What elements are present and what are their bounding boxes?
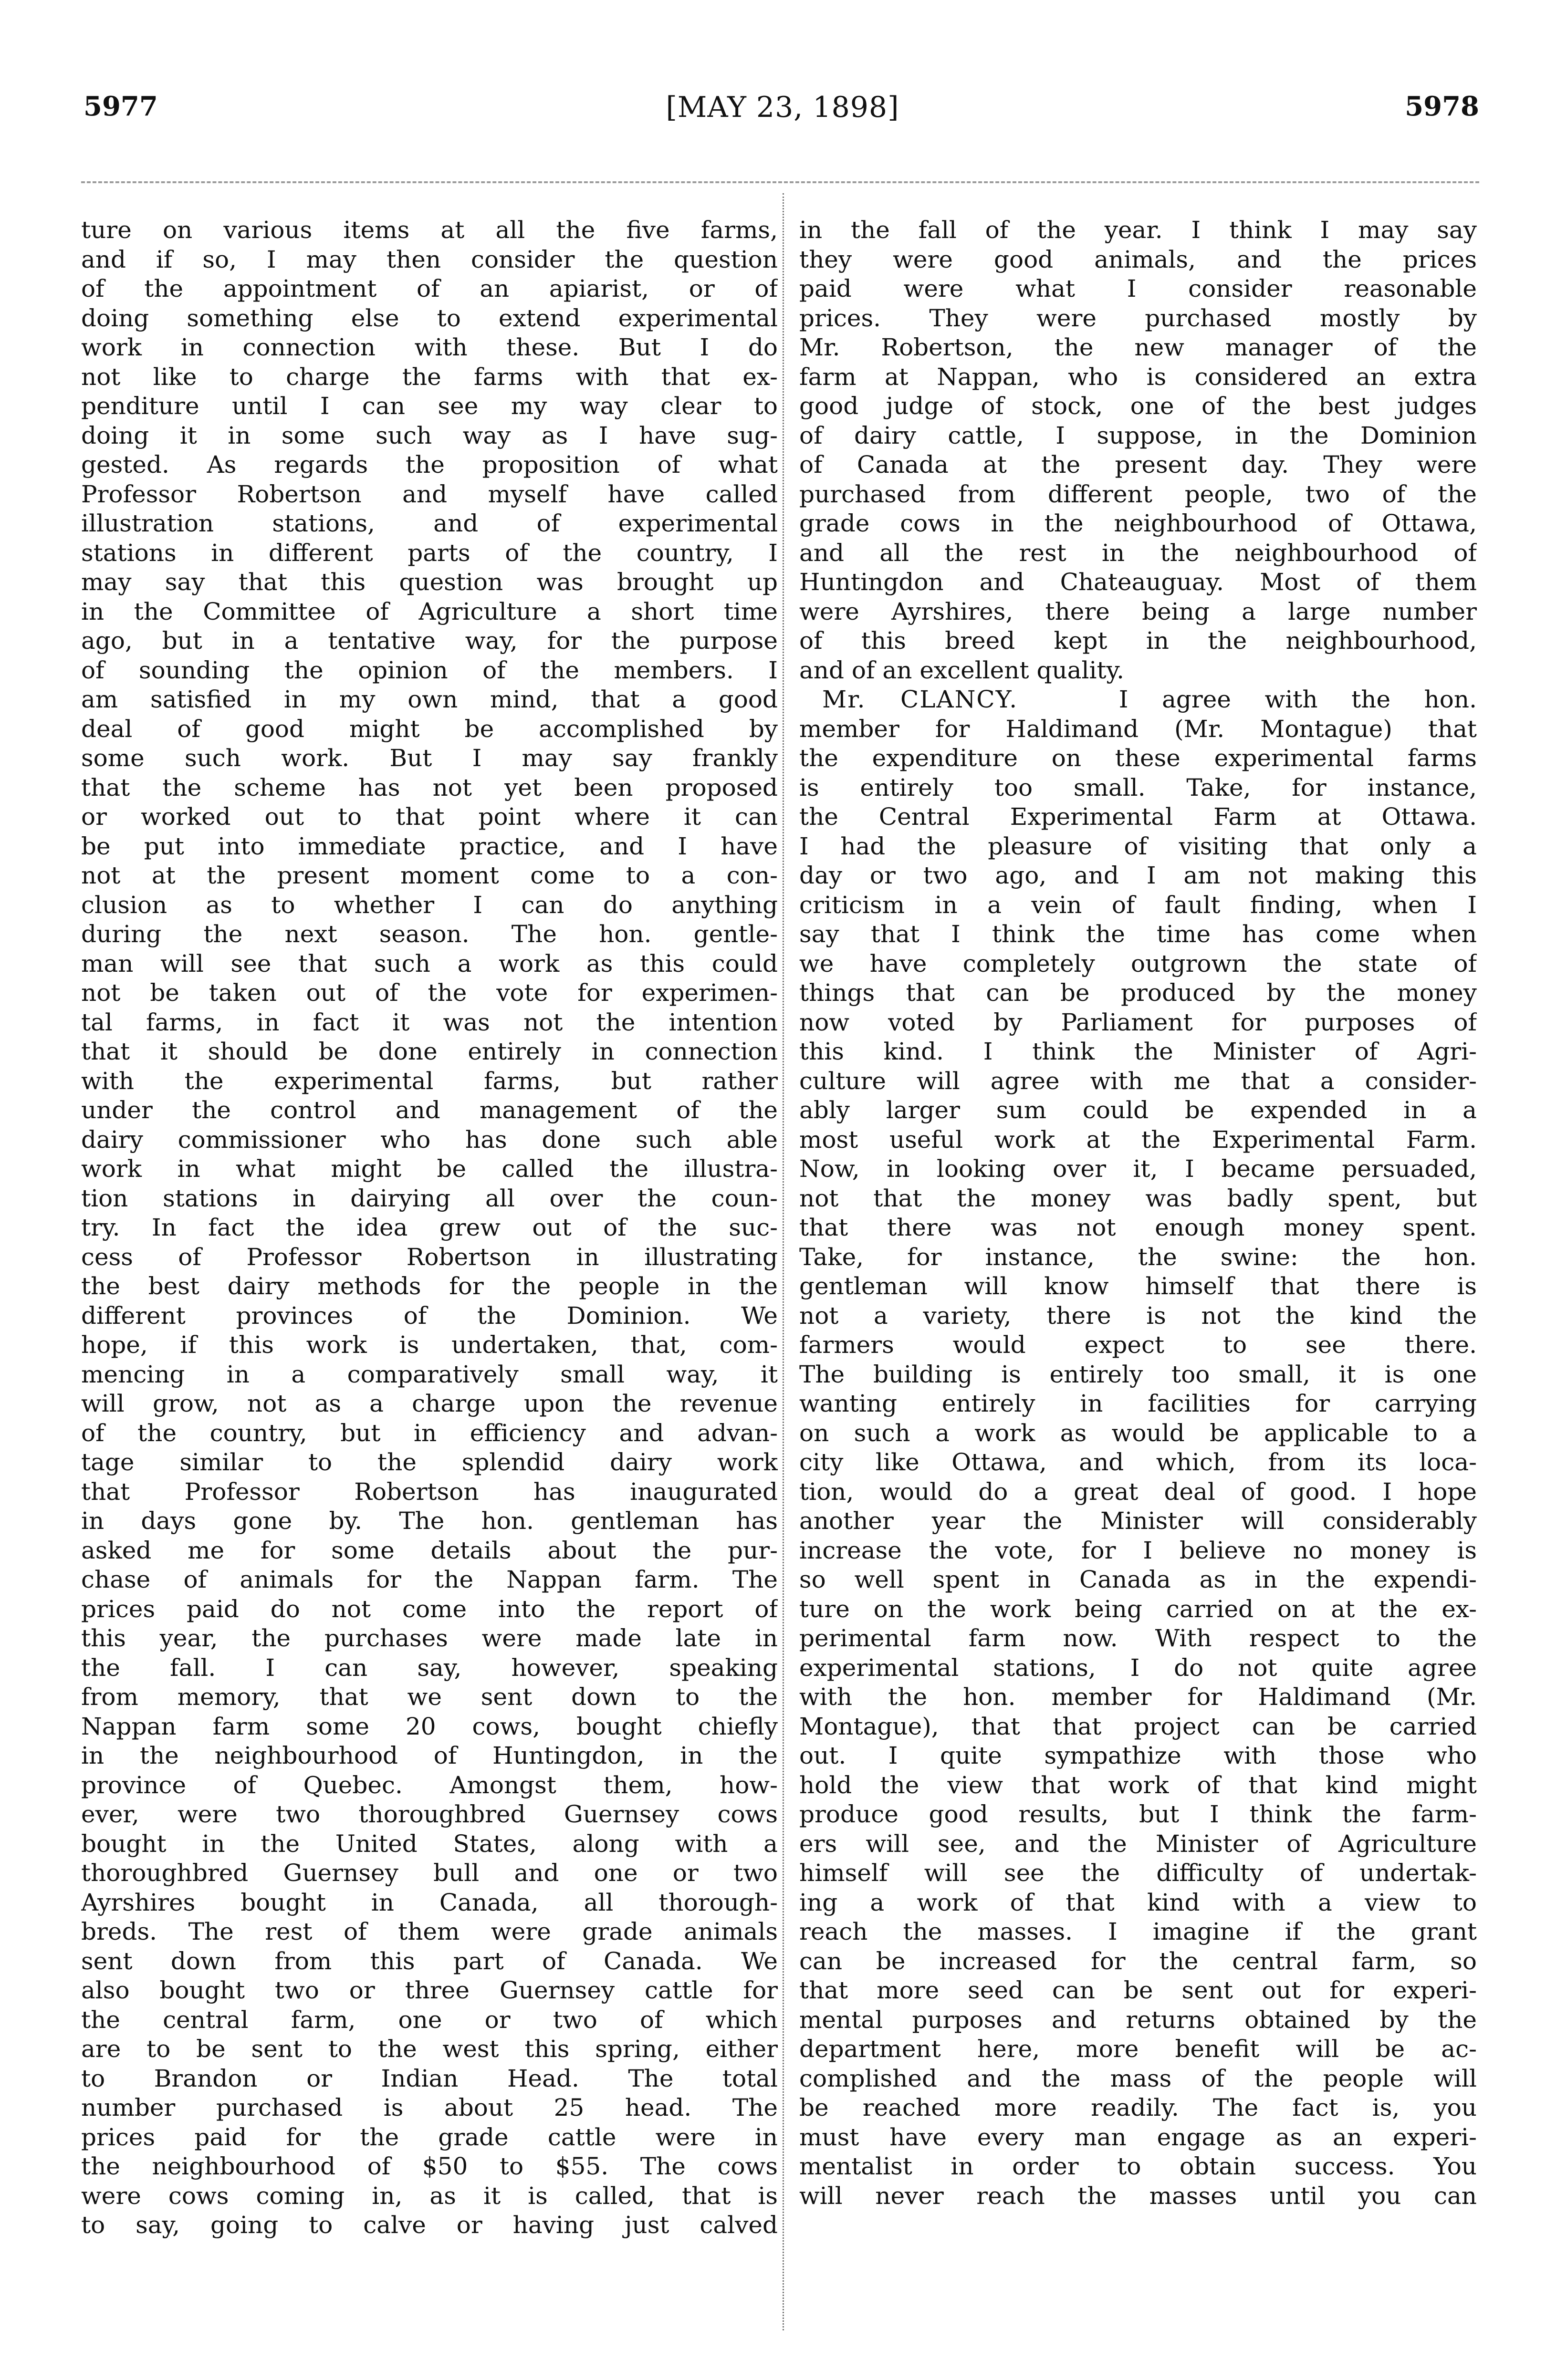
text-line: different provinces of the Dominion. We [81, 1301, 778, 1330]
text-line: can be increased for the central farm, so [799, 1947, 1477, 1975]
text-line: wanting entirely in facilities for carrying [799, 1390, 1477, 1417]
text-line: good judge of stock, one of the best judges [799, 392, 1477, 420]
header-rule [81, 181, 1479, 183]
text-line: say that I think the time has come when [799, 920, 1477, 948]
text-line: so well spent in Canada as in the expendi- [799, 1566, 1477, 1593]
text-line: mencing in a comparatively small way, it [81, 1360, 778, 1388]
text-line: penditure until I can see my way clear to [81, 392, 778, 420]
text-line: ture on the work being carried on at the ex- [799, 1595, 1477, 1623]
text-line: Montague), that that project can be carried [799, 1712, 1477, 1740]
text-line: the neighbourhood of $50 to $55. The cows [81, 2152, 778, 2180]
text-line: doing it in some such way as I have sug- [81, 421, 778, 449]
text-line: criticism in a vein of fault finding, when I [799, 891, 1477, 919]
text-line: gested. As regards the proposition of what [81, 451, 778, 478]
text-line: that it should be done entirely in connection [81, 1038, 778, 1065]
text-line: not that the money was badly spent, but [799, 1184, 1477, 1212]
text-line: the expenditure on these experimental farms [799, 744, 1477, 772]
text-line: am satisfied in my own mind, that a good [81, 686, 778, 713]
text-line: chase of animals for the Nappan farm. The [81, 1566, 778, 1593]
text-line: not like to charge the farms with that ex- [81, 363, 778, 391]
text-line: under the control and management of the [81, 1096, 778, 1124]
text-line: ago, but in a tentative way, for the purpose [81, 627, 778, 655]
text-line: tal farms, in fact it was not the intention [81, 1008, 778, 1036]
text-line: the central farm, one or two of which [81, 2006, 778, 2034]
text-line: himself will see the difficulty of undertak- [799, 1859, 1477, 1887]
text-line: is entirely too small. Take, for instance, [799, 773, 1477, 801]
text-line: the best dairy methods for the people in the [81, 1272, 778, 1300]
text-line: not be taken out of the vote for experimen- [81, 979, 778, 1007]
text-line: province of Quebec. Amongst them, how- [81, 1771, 778, 1799]
text-line: not at the present moment come to a con- [81, 862, 778, 889]
left-column [81, 216, 778, 2240]
text-line: to Brandon or Indian Head. The total [81, 2064, 778, 2092]
text-line: I had the pleasure of visiting that only a [799, 832, 1477, 860]
text-line: produce good results, but I think the farm- [799, 1800, 1477, 1828]
text-line: of this breed kept in the neighbourhood, [799, 627, 1477, 655]
speaker-line [799, 685, 1477, 715]
text-line: clusion as to whether I can do anything [81, 891, 778, 919]
column-separator [783, 193, 784, 2330]
text-line: things that can be produced by the money [799, 979, 1477, 1007]
text-line: Now, in looking over it, I became persuaded, [799, 1155, 1477, 1183]
text-line: dairy commissioner who has done such able [81, 1125, 778, 1154]
text-line: in the neighbourhood of Huntingdon, in the [81, 1742, 778, 1769]
text-line: breds. The rest of them were grade animals [81, 1918, 778, 1945]
text-line: Professor Robertson and myself have called [81, 480, 778, 508]
text-line: work in what might be called the illustra- [81, 1155, 778, 1183]
text-line: number purchased is about 25 head. The [81, 2094, 778, 2121]
text-line: increase the vote, for I believe no money is [799, 1536, 1477, 1564]
text-line: this year, the purchases were made late in [81, 1624, 778, 1652]
text-line: and all the rest in the neighbourhood of [799, 539, 1477, 567]
text-line: bought in the United States, along with a [81, 1829, 778, 1858]
text-line: were cows coming in, as it is called, that is [81, 2182, 778, 2210]
page-date: [MAY 23, 1898] [666, 91, 899, 124]
text-line: with the experimental farms, but rather [81, 1067, 778, 1095]
text-line: some such work. But I may say frankly [81, 744, 778, 772]
text-line: try. In fact the idea grew out of the suc- [81, 1214, 778, 1241]
text-line: cess of Professor Robertson in illustrating [81, 1243, 778, 1271]
text-line: will grow, not as a charge upon the revenue [81, 1390, 778, 1417]
text-line: department here, more benefit will be ac- [799, 2035, 1477, 2063]
text-line: of sounding the opinion of the members. I [81, 656, 778, 684]
text-line: the fall. I can say, however, speaking [81, 1653, 778, 1682]
text-line: paid were what I consider reasonable [799, 275, 1477, 302]
text-line: now voted by Parliament for purposes of [799, 1008, 1477, 1036]
text-line: Ayrshires bought in Canada, all thorough- [81, 1888, 778, 1916]
text-line: Mr. Robertson, the new manager of the [799, 333, 1477, 361]
text-line: that there was not enough money spent. [799, 1214, 1477, 1241]
text-line: out. I quite sympathize with those who [799, 1742, 1477, 1769]
text-line: work in connection with these. But I do [81, 333, 778, 361]
text-line: mentalist in order to obtain success. You [799, 2152, 1477, 2180]
text-line: that more seed can be sent out for experi- [799, 1976, 1477, 2004]
text-line: mental purposes and returns obtained by the [799, 2006, 1477, 2034]
text-line: that the scheme has not yet been proposed [81, 773, 778, 801]
text-line: during the next season. The hon. gentle- [81, 920, 778, 948]
text-line: experimental stations, I do not quite agree [799, 1653, 1477, 1682]
text-line: not a variety, there is not the kind the [799, 1301, 1477, 1330]
text-line: in the Committee of Agriculture a short time [81, 597, 778, 625]
speaker-name: Mr. CLANCY. [822, 686, 1018, 713]
text-line: gentleman will know himself that there is [799, 1272, 1477, 1300]
text-line: Take, for instance, the swine: the hon. [799, 1243, 1477, 1271]
right-column-paragraph-1 [799, 216, 1477, 685]
text-line: grade cows in the neighbourhood of Ottawa, [799, 509, 1477, 537]
text-line: The building is entirely too small, it is one [799, 1360, 1477, 1388]
text-line: and of an excellent quality. [799, 656, 1125, 684]
text-line: city like Ottawa, and which, from its loca- [799, 1448, 1477, 1476]
page-number-left: 5977 [84, 91, 158, 122]
text-line: prices. They were purchased mostly by [799, 304, 1477, 332]
text-line: be reached more readily. The fact is, you [799, 2094, 1477, 2121]
text-line: to say, going to calve or having just calved [81, 2211, 778, 2239]
text-line: ing a work of that kind with a view to [799, 1888, 1477, 1916]
text-line: were Ayrshires, there being a large number [799, 597, 1477, 625]
text-line: illustration stations, and of experimental [81, 509, 778, 537]
text-line: in days gone by. The hon. gentleman has [81, 1507, 778, 1535]
text-line: asked me for some details about the pur- [81, 1536, 778, 1564]
text-line: of the country, but in efficiency and advan- [81, 1419, 778, 1447]
text-line: be put into immediate practice, and I have [81, 832, 778, 860]
text-line: prices paid do not come into the report of [81, 1595, 778, 1623]
text-line: the Central Experimental Farm at Ottawa. [799, 803, 1477, 831]
text-line: this kind. I think the Minister of Agri- [799, 1038, 1477, 1065]
text-line: doing something else to extend experimental [81, 304, 778, 332]
text-line: and if so, I may then consider the question [81, 245, 778, 273]
text-line: culture will agree with me that a consider- [799, 1067, 1477, 1095]
text-line: another year the Minister will considerably [799, 1507, 1477, 1535]
text-line: also bought two or three Guernsey cattle for [81, 1976, 778, 2004]
text-line: they were good animals, and the prices [799, 245, 1477, 273]
text-line: Huntingdon and Chateauguay. Most of them [799, 568, 1477, 596]
text-line: ably larger sum could be expended in a [799, 1096, 1477, 1124]
text-line: tion, would do a great deal of good. I hope [799, 1477, 1477, 1506]
text-line: of dairy cattle, I suppose, in the Dominion [799, 421, 1477, 449]
text-line: in the fall of the year. I think I may say [799, 216, 1477, 244]
text-line: farm at Nappan, who is considered an extra [799, 363, 1477, 391]
right-column [799, 216, 1477, 2211]
text-line: that Professor Robertson has inaugurated [81, 1477, 778, 1506]
text-line: reach the masses. I imagine if the grant [799, 1918, 1477, 1945]
text-line: prices paid for the grade cattle were in [81, 2123, 778, 2151]
right-column-paragraph-2 [799, 715, 1477, 2211]
text-line: may say that this question was brought up [81, 568, 778, 596]
text-line: ever, were two thoroughbred Guernsey cows [81, 1800, 778, 1828]
text-line: with the hon. member for Haldimand (Mr. [799, 1683, 1477, 1711]
text-line: sent down from this part of Canada. We [81, 1947, 778, 1975]
page-header [0, 91, 1546, 143]
text-line: Nappan farm some 20 cows, bought chiefly [81, 1712, 778, 1740]
text-line: will never reach the masses until you can [799, 2182, 1477, 2210]
text-line: thoroughbred Guernsey bull and one or two [81, 1859, 778, 1887]
text-line: day or two ago, and I am not making this [799, 862, 1477, 889]
text-line: member for Haldimand (Mr. Montague) that [799, 715, 1477, 743]
text-line: ture on various items at all the five farms, [81, 216, 778, 244]
text-line: of Canada at the present day. They were [799, 451, 1477, 478]
text-line: are to be sent to the west this spring, either [81, 2035, 778, 2063]
text-line: stations in different parts of the country, I [81, 539, 778, 567]
text-line: man will see that such a work as this could [81, 949, 778, 977]
text-line: farmers would expect to see there. [799, 1331, 1477, 1359]
text-line: must have every man engage as an experi- [799, 2123, 1477, 2151]
text-line: hold the view that work of that kind might [799, 1771, 1477, 1799]
text-line: ers will see, and the Minister of Agriculture [799, 1829, 1477, 1858]
text-line: hope, if this work is undertaken, that, com- [81, 1331, 778, 1359]
page-number-right: 5978 [1405, 91, 1479, 122]
text-line: tion stations in dairying all over the coun- [81, 1184, 778, 1212]
text-line: or worked out to that point where it can [81, 803, 778, 831]
text-line: purchased from different people, two of the [799, 480, 1477, 508]
text-line: on such a work as would be applicable to a [799, 1419, 1477, 1447]
text-line: deal of good might be accomplished by [81, 715, 778, 743]
text-line: perimental farm now. With respect to the [799, 1624, 1477, 1652]
text-line: we have completely outgrown the state of [799, 949, 1477, 977]
text-line: of the appointment of an apiarist, or of [81, 275, 778, 302]
text-line: tage similar to the splendid dairy work [81, 1448, 778, 1476]
text-line: complished and the mass of the people will [799, 2064, 1477, 2092]
speaker-line-text: I agree with the hon. [1118, 686, 1477, 713]
text-line: most useful work at the Experimental Farm. [799, 1125, 1477, 1154]
text-line: from memory, that we sent down to the [81, 1683, 778, 1711]
